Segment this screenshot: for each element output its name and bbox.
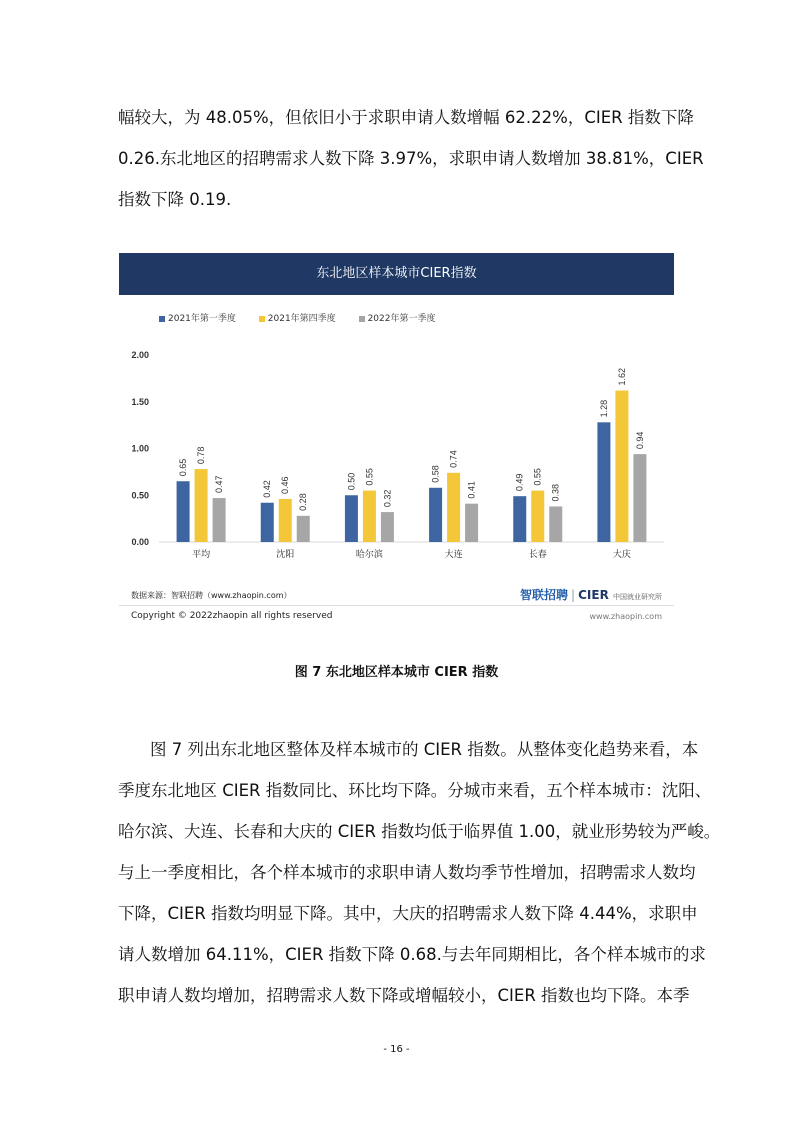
bar [363, 491, 376, 542]
footer-url: www.zhaopin.com [589, 612, 662, 621]
bar [429, 488, 442, 542]
body-paragraph-2 [118, 729, 721, 1016]
y-tick-label: 0.00 [131, 537, 149, 547]
paragraph-line: 指数下降 0.19. [118, 190, 232, 209]
legend-label-2: 2021年第四季度 [267, 314, 336, 324]
bar [549, 506, 562, 542]
data-label: 0.47 [214, 475, 225, 494]
data-label: 1.28 [598, 399, 609, 418]
chart-legend [159, 311, 455, 324]
data-label: 0.38 [550, 483, 561, 502]
x-tick-label: 平均 [192, 550, 211, 560]
figure-caption: 图 7 东北地区样本城市 CIER 指数 [294, 665, 499, 680]
bar [345, 495, 358, 542]
data-source: 数据来源：智联招聘（www.zhaopin.com） [131, 591, 292, 600]
zhaopin-logo: 智联招聘 [520, 588, 569, 602]
legend-swatch-1 [159, 316, 165, 322]
data-label: 0.50 [346, 472, 357, 491]
data-label: 0.28 [298, 493, 309, 511]
legend-label-1: 2021年第一季度 [168, 314, 236, 324]
chart-figure [119, 253, 674, 627]
data-label: 0.42 [262, 480, 273, 498]
cier-logo: CIER [578, 588, 609, 602]
bar [177, 481, 190, 542]
cier-logo-subtitle: 中国就业研究所 [613, 593, 662, 601]
bar [381, 512, 394, 542]
bar [261, 503, 274, 542]
paragraph-line: 职申请人数均增加，招聘需求人数下降或增幅较小，CIER 指数也均下降。本季 [118, 986, 690, 1005]
bar [297, 516, 310, 542]
y-tick-label: 1.00 [131, 443, 149, 454]
data-label: 0.94 [634, 431, 645, 450]
bar [615, 391, 628, 542]
bar [531, 491, 544, 542]
bar [279, 499, 292, 542]
bar-chart [119, 333, 674, 578]
paragraph-line: 请人数增加 64.11%，CIER 指数下降 0.68.与去年同期相比，各个样本城市的求 [118, 945, 706, 964]
data-label: 0.58 [430, 465, 441, 483]
data-label: 0.74 [448, 450, 459, 468]
chart-footer [119, 605, 674, 628]
legend-label-3: 2022年第一季度 [367, 314, 436, 324]
paragraph-line: 与上一季度相比，各个样本城市的求职申请人数均季节性增加，招聘需求人数均 [118, 863, 696, 882]
data-label: 0.78 [196, 446, 207, 465]
x-tick-label: 哈尔滨 [355, 550, 383, 560]
data-label: 0.32 [382, 489, 393, 508]
legend-item-2 [259, 311, 336, 324]
bar [195, 469, 208, 542]
bar [633, 454, 646, 542]
data-label: 0.41 [466, 481, 477, 499]
body-paragraph-1 [118, 97, 704, 220]
paragraph-line: 下降，CIER 指数均明显下降。其中，大庆的招聘需求人数下降 4.44%，求职申 [118, 904, 698, 923]
paragraph-line: 哈尔滨、大连、长春和大庆的 CIER 指数均低于临界值 1.00，就业形势较为严峻。 [118, 822, 721, 841]
paragraph-line: 季度东北地区 CIER 指数同比、环比均下降。分城市来看，五个样本城市：沈阳、 [118, 781, 712, 800]
x-tick-label: 沈阳 [276, 550, 295, 560]
data-label: 0.55 [532, 468, 543, 486]
chart-title-banner: 东北地区样本城市CIER指数 [119, 253, 674, 295]
bar [213, 498, 226, 542]
x-tick-label: 大连 [444, 550, 463, 560]
logos: 智联招聘 | CIER 中国就业研究所 [520, 588, 662, 602]
data-label: 0.46 [280, 476, 291, 494]
paragraph-line: 图 7 列出东北地区整体及样本城市的 CIER 指数。从整体变化趋势来看，本 [150, 740, 699, 759]
bar [597, 422, 610, 542]
data-label: 0.49 [514, 473, 525, 492]
y-tick-label: 1.50 [131, 396, 149, 407]
legend-item-3 [359, 311, 436, 324]
y-tick-label: 0.50 [131, 490, 149, 501]
paragraph-line: 0.26.东北地区的招聘需求人数下降 3.97%，求职申请人数增加 38.81%，CIER [118, 149, 704, 168]
x-tick-label: 大庆 [612, 550, 631, 560]
paragraph-line: 幅较大，为 48.05%，但依旧小于求职申请人数增幅 62.22%，CIER 指数下降 [118, 108, 694, 127]
copyright: Copyright © 2022zhaopin all rights reserved [131, 611, 333, 621]
bar [447, 473, 460, 542]
legend-swatch-3 [359, 316, 365, 322]
bar [513, 496, 526, 542]
data-label: 0.65 [178, 458, 189, 477]
y-tick-label: 2.00 [131, 350, 149, 360]
page-number: - 16 - [383, 1044, 410, 1055]
x-tick-label: 长春 [528, 550, 547, 560]
legend-item-1 [159, 311, 236, 324]
data-label: 1.62 [616, 367, 627, 386]
bar [465, 504, 478, 542]
data-label: 0.55 [364, 468, 375, 486]
legend-swatch-2 [259, 316, 265, 322]
